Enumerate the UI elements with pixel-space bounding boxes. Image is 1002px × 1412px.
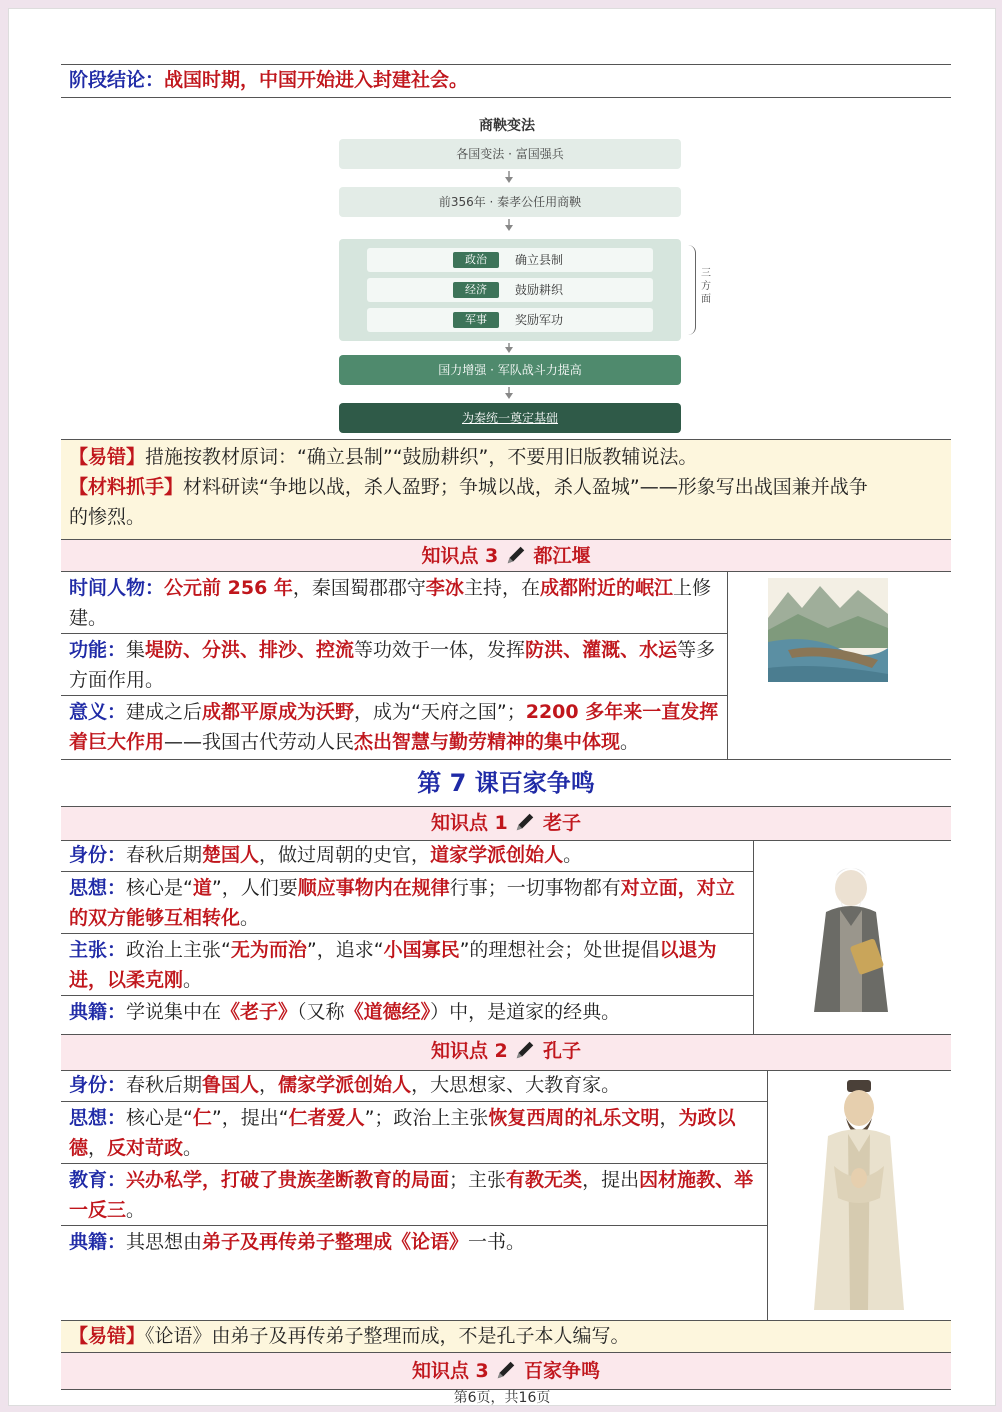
down-arrow-icon [505, 347, 513, 353]
diagram-step-4: 为秦统一奠定基础 [339, 403, 681, 433]
row-text: ”的理想社会；处世提倡 [459, 939, 660, 961]
laozi-position-row [61, 934, 753, 996]
measure-tag: 军事 [453, 312, 499, 328]
row-text: 。 [563, 844, 583, 866]
notes-block-2 [61, 1320, 951, 1353]
row-label: 典籍： [69, 1231, 127, 1253]
yicuo-tag: 【易错】 [69, 446, 146, 468]
row-label: 典籍： [69, 1001, 127, 1023]
row-text: ”，提出“ [211, 1107, 289, 1129]
yicuo-tag: 【易错】 [69, 1325, 146, 1347]
kp-title: 百家争鸣 [524, 1360, 601, 1382]
kongzi-education-row [61, 1164, 767, 1226]
key-term: 反对苛政 [107, 1137, 184, 1159]
key-term: 道 [192, 877, 212, 899]
key-term: 无为而治 [230, 939, 307, 961]
row-text: 。 [620, 731, 640, 753]
row-text: 学说集中在 [126, 1001, 222, 1023]
kongzi-image [794, 1078, 924, 1314]
key-term: 楚国人 [202, 844, 260, 866]
row-text: 上修建。 [69, 577, 711, 629]
laozi-classics-row [61, 996, 753, 1030]
row-text: 其思想由 [126, 1231, 203, 1253]
kongzi-image-cell [767, 1070, 952, 1320]
key-term: 堤防、分洪、排沙、控流 [145, 639, 355, 661]
row-text: ）中，是道家的经典。 [430, 1001, 621, 1023]
kp-title: 孔子 [543, 1040, 582, 1062]
diagram-step-2: 前356年 · 秦孝公任用商鞅 [339, 187, 681, 217]
row-text: 。 [183, 969, 203, 991]
note-cailiao [61, 472, 951, 502]
key-term: 有教无类 [506, 1169, 583, 1191]
row-text: 建成之后 [126, 701, 203, 723]
kp-title: 老子 [543, 812, 582, 834]
down-arrow-icon [505, 393, 513, 399]
laozi-image-cell [753, 840, 952, 1034]
pencil-icon [514, 1039, 536, 1061]
key-term: 2200 多年来一直发挥着巨大作用 [69, 701, 719, 753]
notes-block-1 [61, 439, 951, 540]
key-term: 鲁国人 [202, 1074, 260, 1096]
stage-conclusion [61, 64, 951, 98]
dujiang-significance-row [61, 696, 727, 758]
row-text: ， [659, 1107, 679, 1129]
row-text: ， [259, 1074, 279, 1096]
diagram-step-1: 各国变法 · 富国强兵 [339, 139, 681, 169]
row-label: 身份： [69, 1074, 127, 1096]
dujiangyan-table [61, 571, 951, 760]
row-text: 行事；一切事物都有 [449, 877, 621, 899]
key-term: 对立面，对立的双方能够互相转化 [69, 877, 735, 929]
key-term: 兴办私学，打破了贵族垄断教育的局面 [126, 1169, 450, 1191]
kp-header-dujiangyan [61, 539, 951, 572]
row-text: （又称 [297, 1001, 345, 1023]
key-term: 恢复西周的礼乐文明 [488, 1107, 660, 1129]
key-term: 顺应事物内在规律 [297, 877, 450, 899]
key-term: 弟子及再传弟子整理成《论语》 [202, 1231, 469, 1253]
row-label: 思想： [69, 1107, 127, 1129]
cailiao-text-cont: 的惨烈。 [69, 506, 146, 528]
note-cailiao-cont [61, 502, 951, 532]
kongzi-classics-row [61, 1226, 767, 1286]
row-text: 核心是“ [126, 877, 193, 899]
row-text: 等多方面作用。 [69, 639, 716, 691]
kongzi-table [61, 1070, 951, 1320]
row-text: ，成为“天府之国”； [354, 701, 526, 723]
row-text: 。 [126, 1199, 146, 1221]
measure-tag: 政治 [453, 252, 499, 268]
key-term: 儒家学派创始人 [278, 1074, 412, 1096]
dujiang-time-row [61, 572, 727, 634]
measure-politics [367, 248, 653, 272]
kp-header-kongzi [61, 1034, 951, 1071]
row-label: 时间人物： [69, 577, 165, 599]
row-text: ”，追求“ [306, 939, 384, 961]
row-text: 政治上主张“ [126, 939, 231, 961]
pencil-icon [514, 811, 536, 833]
key-term: 成都平原成为沃野 [202, 701, 355, 723]
measure-military [367, 308, 653, 332]
key-term: 杰出智慧与勤劳精神的集中体现 [354, 731, 621, 753]
row-text: ；主张 [449, 1169, 507, 1191]
row-text: 。 [183, 1137, 203, 1159]
row-text: ，秦国蜀郡郡守 [292, 577, 426, 599]
diagram-title: 商鞅变法 [479, 118, 535, 134]
lesson-title: 第 7 课百家争鸣 [417, 769, 595, 797]
dujiang-function-row [61, 634, 727, 696]
diagram-step-3: 国力增强 · 军队战斗力提高 [339, 355, 681, 385]
laozi-image [796, 862, 906, 1012]
cailiao-text: 材料研读“争地以战，杀人盈野；争城以战，杀人盈城”——形象写出战国兼并战争 [183, 476, 868, 498]
kp-header-baijia [61, 1352, 951, 1390]
cailiao-tag: 【材料抓手】 [69, 476, 184, 498]
brace-label: 三方面 [701, 268, 711, 305]
note-yicuo-2 [61, 1321, 951, 1351]
page [8, 8, 996, 1406]
row-text: ， [88, 1137, 108, 1159]
pencil-icon [505, 544, 527, 566]
key-term: 小国寡民 [383, 939, 460, 961]
kongzi-identity-row [61, 1070, 767, 1102]
measure-text: 奖励军功 [515, 313, 564, 327]
page-footer: 第6页，共16页 [453, 1390, 551, 1406]
dujiangyan-image [768, 578, 888, 682]
row-text: 等功效于一体，发挥 [354, 639, 526, 661]
row-label: 思想： [69, 877, 127, 899]
kp-header-laozi [61, 806, 951, 841]
row-text: ，提出 [582, 1169, 640, 1191]
row-label: 教育： [69, 1169, 127, 1191]
note-yicuo [61, 442, 951, 472]
measure-tag: 经济 [453, 282, 499, 298]
laozi-identity-row [61, 840, 753, 872]
row-text: 春秋后期 [126, 844, 203, 866]
row-label: 意义： [69, 701, 127, 723]
key-term: 为政以德 [69, 1107, 736, 1159]
row-text: 一书。 [468, 1231, 526, 1253]
key-term: 因材施教、举一反三 [69, 1169, 754, 1221]
key-term: 《老子》 [221, 1001, 298, 1023]
kp-prefix: 知识点 3 [411, 1360, 489, 1382]
row-text: 春秋后期 [126, 1074, 203, 1096]
row-text: ，做过周朝的史官， [259, 844, 431, 866]
kp-title: 都江堰 [533, 545, 591, 567]
row-text: ”；政治上主张 [364, 1107, 489, 1129]
yicuo-text: 措施按教材原词：“确立县制”“鼓励耕织”，不要用旧版教辅说法。 [145, 446, 698, 468]
row-text: 主持，在 [463, 577, 540, 599]
dujiangyan-image-cell [727, 572, 952, 759]
row-text: 集 [126, 639, 146, 661]
down-arrow-icon [505, 225, 513, 231]
key-term: 仁者爱人 [288, 1107, 365, 1129]
key-term: 仁 [192, 1107, 212, 1129]
key-term: 《道德经》 [344, 1001, 431, 1023]
kp-prefix: 知识点 3 [421, 545, 499, 567]
stage-conclusion-text: 战国时期，中国开始进入封建社会。 [164, 69, 469, 91]
kp-prefix: 知识点 1 [430, 812, 508, 834]
measure-text: 确立县制 [515, 253, 564, 267]
key-term: 道家学派创始人 [430, 844, 564, 866]
kongzi-thought-row [61, 1102, 767, 1164]
kp-prefix: 知识点 2 [430, 1040, 508, 1062]
pencil-icon [495, 1359, 517, 1381]
stage-conclusion-label: 阶段结论： [69, 69, 165, 91]
key-term: 成都附近的岷江 [539, 577, 673, 599]
row-text: ”，人们要 [211, 877, 298, 899]
key-term: 李冰 [425, 577, 464, 599]
measure-economy [367, 278, 653, 302]
key-term: 防洪、灌溉、水运 [525, 639, 678, 661]
row-text: 。 [240, 907, 260, 929]
row-text: ——我国古代劳动人民 [164, 731, 355, 753]
row-text: ，大思想家、大教育家。 [411, 1074, 621, 1096]
laozi-table [61, 840, 951, 1034]
row-label: 身份： [69, 844, 127, 866]
key-term: 以退为进，以柔克刚 [69, 939, 717, 991]
row-text: 核心是“ [126, 1107, 193, 1129]
laozi-thought-row [61, 872, 753, 934]
measure-text: 鼓励耕织 [515, 283, 564, 297]
yicuo-text: 《论语》由弟子及再传弟子整理而成，不是孔子本人编写。 [145, 1325, 630, 1347]
measures-group [339, 239, 681, 341]
right-brace-icon [687, 245, 696, 335]
row-label: 主张： [69, 939, 127, 961]
row-label: 功能： [69, 639, 127, 661]
shang-yang-diagram [331, 109, 711, 441]
key-term: 公元前 256 年 [164, 577, 293, 599]
down-arrow-icon [505, 177, 513, 183]
